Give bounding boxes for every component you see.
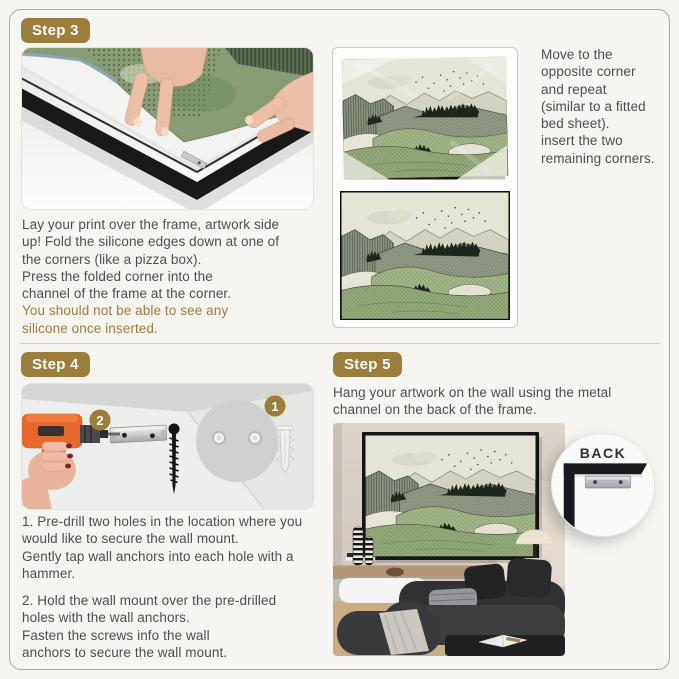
text-line: up! Fold the silicone edges down at one of (22, 234, 280, 250)
text-line: bed sheet). (541, 116, 610, 132)
text-line: Press the folded corner into the (22, 268, 213, 284)
back-detail-callout (551, 433, 655, 537)
paragraph-gap (22, 582, 324, 592)
text-line: Move to the (541, 47, 613, 62)
step3-side-note (541, 46, 673, 167)
text-line: the corners (like a pizza box). (22, 251, 202, 267)
marker-2-badge (90, 410, 111, 431)
text-line: 1. Pre-drill two holes in the location where you (22, 514, 303, 529)
step3-badge: Step 3 (21, 18, 90, 43)
text-line: remaining corners. (541, 150, 655, 166)
step4-badge: Step 4 (21, 352, 90, 377)
step5-badge: Step 5 (333, 352, 402, 377)
text-line: Lay your print over the frame, artwork side (22, 217, 280, 232)
text-line: opposite corner (541, 64, 636, 80)
tapestry-steps-panel (332, 47, 518, 328)
marker-1: 1 (271, 399, 279, 414)
striped-vase-small (365, 537, 373, 565)
step5-paragraph (333, 384, 668, 419)
tapestry-draped-image (340, 55, 510, 185)
text-line: channel of the frame at the corner. (22, 286, 232, 302)
step4-paragraph (22, 513, 324, 661)
text-line: channel on the back of the frame. (333, 402, 537, 418)
text-line: insert the two (541, 133, 623, 149)
striped-vase (353, 527, 363, 565)
wall-mount-diagram (21, 383, 314, 510)
text-line: Hang your artwork on the wall using the metal (333, 385, 612, 400)
text-line: holes with the wall anchors. (22, 610, 190, 626)
text-line: would like to secure the wall mount. (22, 531, 239, 547)
corner-insert-photo (21, 47, 314, 210)
metal-channel (585, 476, 630, 488)
text-line: Fasten the screws info the wall (22, 627, 210, 643)
back-label: BACK (579, 445, 627, 461)
text-line-accent: You should not be able to see any (22, 303, 229, 319)
living-room-photo (333, 423, 565, 656)
text-line: (similar to a fitted (541, 98, 646, 114)
text-line-accent: silicone once inserted. (22, 320, 158, 336)
text-line: hammer. (22, 565, 76, 581)
marker-2: 2 (96, 413, 104, 428)
text-line: anchors to secure the wall mount. (22, 645, 228, 661)
text-line: Gently tap wall anchors into each hole with a (22, 548, 294, 564)
text-line: 2. Hold the wall mount over the pre-drilled (22, 593, 277, 609)
drill-holes-callout (196, 400, 278, 482)
section-divider (20, 343, 660, 344)
text-line: and repeat (541, 81, 607, 97)
tapestry-flat-image (340, 191, 510, 321)
step3-paragraph (22, 216, 324, 337)
marker-1-badge (265, 396, 286, 417)
bowl (386, 568, 404, 577)
